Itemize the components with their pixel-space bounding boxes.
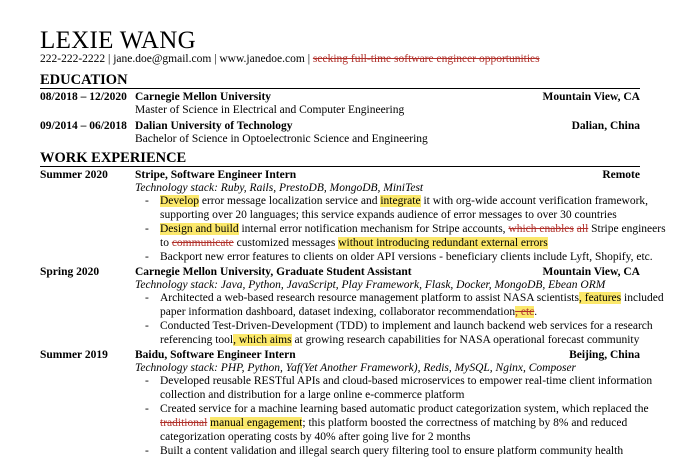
- highlight: Develop: [160, 195, 199, 207]
- strikethrough: which enables: [508, 223, 574, 235]
- bullet-text: it with org-wide account verification framework,: [420, 195, 649, 207]
- education-location: Dalian, China: [571, 120, 640, 132]
- bullet-dash: -: [145, 195, 149, 207]
- bullet-text: to: [160, 237, 172, 249]
- education-degree: Bachelor of Science in Optoelectronic Science and Engineering: [135, 133, 428, 145]
- bullet-text: paper information dashboard, dataset indexing, collaborator recommendation: [160, 306, 516, 318]
- strikethrough: traditional: [160, 417, 208, 429]
- contact-line: [40, 52, 540, 66]
- job-location: Mountain View, CA: [542, 266, 640, 278]
- bullet-text: Built a content validation and illegal search query filtering tool to ensure platform community health: [160, 445, 624, 457]
- education-school: Carnegie Mellon University: [135, 91, 272, 103]
- bullet-text: .: [534, 306, 538, 318]
- bullet-text: Conducted Test-Driven-Development (TDD) to implement and launch backend web services for a research: [160, 320, 653, 332]
- job-tech-stack: Technology stack: Ruby, Rails, PrestoDB, MongoDB, MiniTest: [135, 182, 424, 194]
- job-date: Summer 2019: [40, 349, 108, 361]
- job-date: Summer 2020: [40, 169, 108, 181]
- bullet-text: Developed reusable RESTful APIs and cloud-based microservices to empower real-time client information: [160, 375, 653, 387]
- bullet-text: at growing research capabilities for NASA operational forecast community: [291, 334, 640, 346]
- bullet-text: error message localization service and: [198, 195, 381, 207]
- struck-objective: seeking full-time software engineer opportunities: [312, 53, 540, 65]
- bullet-text: referencing tool: [160, 334, 234, 346]
- work-divider: [40, 166, 640, 167]
- education-date: 09/2014 – 06/2018: [40, 120, 127, 132]
- bullet-dash: -: [145, 445, 149, 457]
- bullet-text: categorization operating costs by 40% after going live for 2 months: [160, 431, 471, 443]
- education-school: Dalian University of Technology: [135, 120, 293, 132]
- job-role: Carnegie Mellon University, Graduate Student Assistant: [135, 266, 412, 278]
- bullet-text: internal error notification mechanism for Stripe accounts,: [238, 223, 509, 235]
- bullet-text: supporting over 20 languages; this service expands audience of error messages to over 30 countries: [160, 209, 617, 221]
- bullet-text: included: [621, 292, 664, 304]
- job-tech-stack: Technology stack: PHP, Python, Yaf(Yet Another Framework), Redis, MySQL, Nginx, Composer: [135, 362, 577, 374]
- bullet-dash: -: [145, 292, 149, 304]
- job-role: Stripe, Software Engineer Intern: [135, 169, 297, 181]
- education-location: Mountain View, CA: [542, 91, 640, 103]
- job-location: Beijing, China: [569, 349, 640, 361]
- bullet-text: Architected a web-based research resource management platform to assist NASA scientists: [160, 292, 579, 304]
- education-degree: Master of Science in Electrical and Computer Engineering: [135, 104, 405, 116]
- job-location: Remote: [602, 169, 640, 181]
- bullet-text: Stripe engineers: [588, 223, 666, 235]
- bullet-text: customized messages: [233, 237, 339, 249]
- strikethrough: communicate: [171, 237, 234, 249]
- job-tech-stack: Technology stack: Java, Python, JavaScript, Play Framework, Flask, Docker, MongoDB, Ebean ORM: [135, 279, 606, 291]
- highlight-strikethrough: , etc: [515, 306, 535, 318]
- highlight: manual engagement: [210, 417, 303, 429]
- contact-info: 222-222-2222 | jane.doe@gmail.com | www.janedoe.com |: [40, 53, 313, 65]
- bullet-dash: -: [145, 320, 149, 332]
- bullet-dash: -: [145, 251, 149, 263]
- bullet-dash: -: [145, 375, 149, 387]
- education-divider: [40, 88, 640, 89]
- job-role: Baidu, Software Engineer Intern: [135, 349, 296, 361]
- education-date: 08/2018 – 12/2020: [40, 91, 127, 103]
- bullet-text: collection and distribution for a large online e-commerce platform: [160, 389, 465, 401]
- highlight: Design and build: [160, 223, 239, 235]
- bullet-dash: -: [145, 223, 149, 235]
- job-date: Spring 2020: [40, 266, 100, 278]
- candidate-name: LEXIE WANG: [40, 27, 196, 54]
- bullet-text: Backport new error features to clients on older API versions - beneficiary clients include Lyft, Shopify, etc.: [160, 251, 653, 263]
- highlight: without introducing redundant external errors: [338, 237, 548, 249]
- highlight: , which aims: [233, 334, 292, 346]
- bullet-text: Created service for a machine learning based automatic product categorization system, which replaced the: [160, 403, 649, 415]
- bullet-text: ; this platform boosted the correctness of matching by 8% and reduced: [302, 417, 628, 429]
- education-heading: EDUCATION: [40, 72, 128, 88]
- bullet-dash: -: [145, 403, 149, 415]
- highlight: , features: [578, 292, 622, 304]
- strikethrough: all: [576, 223, 589, 235]
- highlight: integrate: [380, 195, 421, 207]
- work-heading: WORK EXPERIENCE: [40, 150, 187, 166]
